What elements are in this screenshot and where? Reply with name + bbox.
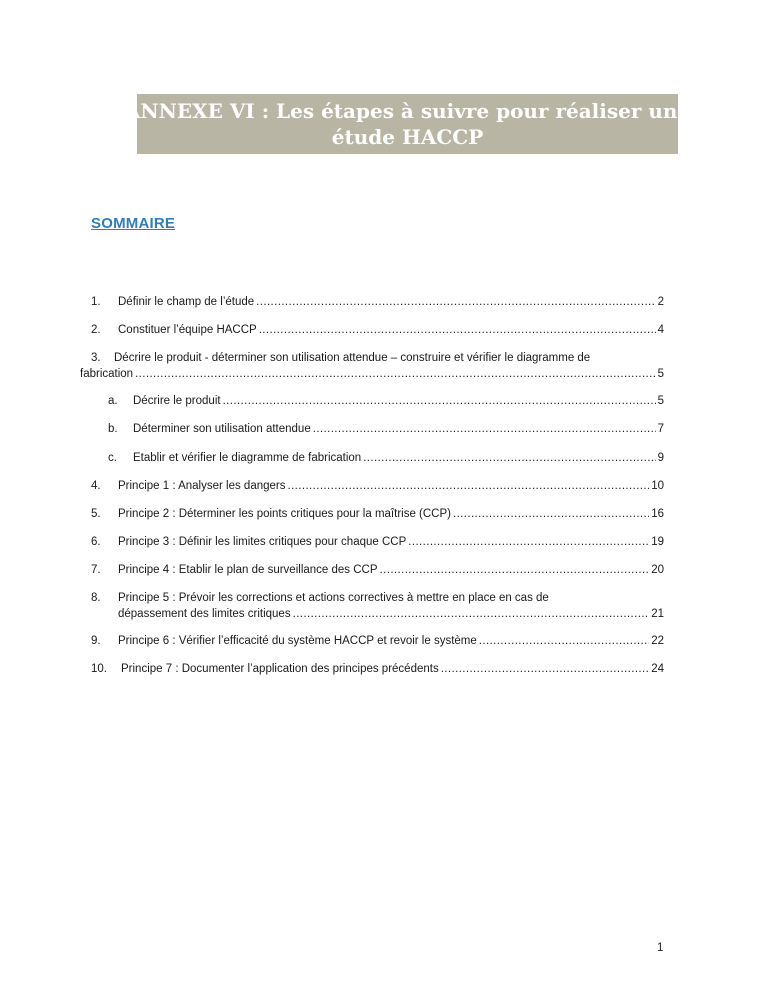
toc-number: 8. — [91, 592, 101, 604]
toc-page: 21 — [651, 608, 664, 620]
toc-text: Principe 4 : Etablir le plan de surveillance des CCP — [118, 564, 378, 576]
toc-entry-9[interactable] — [91, 633, 664, 649]
toc-number: 6. — [91, 536, 101, 548]
toc-leader — [363, 450, 655, 466]
toc-page: 9 — [657, 452, 664, 464]
toc-page: 16 — [651, 508, 664, 520]
toc-entry-1[interactable] — [91, 294, 664, 310]
toc-text: Définir le champ de l’étude — [118, 296, 255, 308]
title-line-2: étude HACCP — [331, 125, 484, 149]
toc-leader — [479, 633, 649, 649]
toc-text: Principe 1 : Analyser les dangers — [118, 480, 286, 492]
toc-number: b. — [108, 423, 118, 435]
document-title — [124, 94, 691, 154]
toc-number: 1. — [91, 296, 101, 308]
toc-text: Principe 7 : Documenter l’application des principes précédents — [121, 663, 439, 675]
toc-text: Déterminer son utilisation attendue — [133, 423, 311, 435]
toc-entry-3c[interactable] — [108, 450, 664, 466]
toc-page: 7 — [657, 423, 664, 435]
toc-text: Principe 2 : Déterminer les points critiques pour la maîtrise (CCP) — [118, 508, 451, 520]
toc-entry-4[interactable] — [91, 478, 664, 494]
toc-entry-3b[interactable] — [108, 421, 664, 437]
toc-page: 22 — [651, 635, 664, 647]
toc-entry-10[interactable] — [91, 661, 664, 677]
toc-page: 20 — [651, 564, 664, 576]
toc-number: 2. — [91, 324, 101, 336]
toc-text: Décrire le produit - déterminer son utilisation attendue – construire et vérifier le diagramme de — [114, 352, 591, 364]
page-number: 1 — [657, 942, 664, 954]
toc-entry-6[interactable] — [91, 534, 664, 550]
toc-page: 5 — [657, 368, 664, 380]
toc-text-continued: dépassement des limites critiques — [118, 608, 291, 620]
toc-leader — [408, 534, 649, 550]
toc-leader — [293, 606, 650, 622]
toc-entry-3a[interactable] — [108, 393, 664, 409]
toc-text: Etablir et vérifier le diagramme de fabrication — [133, 452, 362, 464]
toc-page: 2 — [657, 296, 664, 308]
toc-leader — [287, 478, 649, 494]
toc-text: Principe 5 : Prévoir les corrections et actions correctives à mettre en place en cas de — [118, 592, 549, 604]
toc-text: Constituer l’équipe HACCP — [118, 324, 257, 336]
toc-page: 10 — [651, 480, 664, 492]
toc-number: 7. — [91, 564, 101, 576]
toc-entry-8[interactable] — [91, 590, 664, 622]
toc-leader — [380, 562, 650, 578]
toc-number: a. — [108, 395, 118, 407]
toc-leader — [223, 393, 656, 409]
toc-number: 10. — [91, 663, 107, 675]
toc-page: 5 — [657, 395, 664, 407]
toc-entry-2[interactable] — [91, 322, 664, 338]
toc-number: 4. — [91, 480, 101, 492]
toc-text: Principe 3 : Définir les limites critiques pour chaque CCP — [118, 536, 407, 548]
toc-leader — [453, 506, 649, 522]
toc-page: 19 — [651, 536, 664, 548]
toc-text: Principe 6 : Vérifier l’efficacité du système HACCP et revoir le système — [118, 635, 477, 647]
toc-number: 5. — [91, 508, 101, 520]
sommaire-heading: SOMMAIRE — [91, 215, 176, 232]
toc-text: Décrire le produit — [133, 395, 221, 407]
title-line-1: ANNEXE VI : Les étapes à suivre pour réaliser une — [124, 99, 691, 123]
toc-entry-5[interactable] — [91, 506, 664, 522]
toc-leader — [135, 366, 656, 382]
toc-page: 4 — [657, 324, 664, 336]
toc-number: 9. — [91, 635, 101, 647]
toc-entry-7[interactable] — [91, 562, 664, 578]
toc-leader — [313, 421, 656, 437]
toc-page: 24 — [651, 663, 664, 675]
toc-text-continued: fabrication — [80, 368, 134, 380]
toc-leader — [256, 294, 655, 310]
toc-leader — [259, 322, 656, 338]
toc-leader — [441, 661, 650, 677]
toc-number: 3. — [91, 352, 101, 364]
toc-number: c. — [108, 452, 117, 464]
toc-entry-3[interactable] — [80, 350, 664, 382]
